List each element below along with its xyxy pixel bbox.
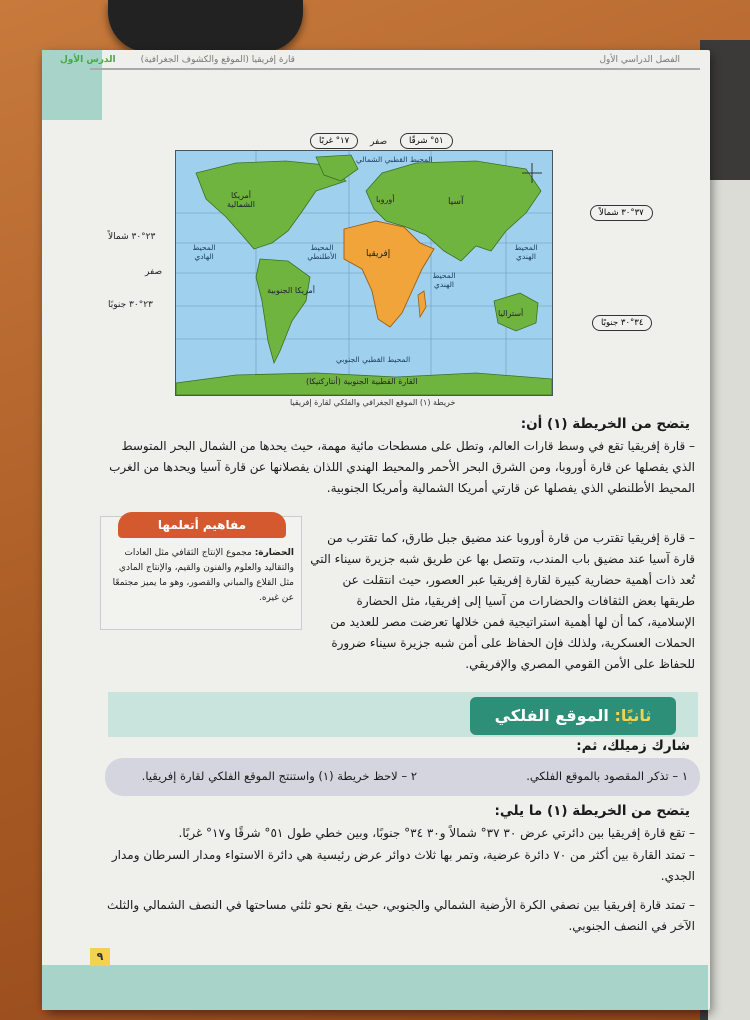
label-pacific-ocean: المحيط الهادي bbox=[192, 243, 216, 261]
map-caption: خريطة (١) الموقع الجغرافي والفلكي لقارة إفريقيا bbox=[290, 398, 456, 407]
header-unit-title: قارة إفريقيا (الموقع والكشوف الجغرافية) bbox=[140, 55, 295, 65]
section2-title-tab bbox=[470, 697, 676, 735]
latitude-tropic-capricorn-label: ٢٣°٣٠ جنوبًا bbox=[108, 300, 153, 310]
label-africa: إفريقيا bbox=[366, 249, 391, 259]
label-asia: آسيا bbox=[448, 197, 464, 207]
label-southern-ocean: المحيط القطبي الجنوبي bbox=[336, 355, 411, 364]
header-rule bbox=[90, 68, 700, 70]
page-number: ٩ bbox=[90, 948, 110, 966]
label-south-america: أمريكا الجنوبية bbox=[267, 286, 315, 295]
section2-title: الموقع الفلكي bbox=[494, 706, 609, 725]
section2-prefix: ثانيًا: bbox=[614, 706, 652, 725]
world-map bbox=[175, 150, 553, 396]
prime-meridian-label: صفر bbox=[370, 137, 388, 147]
latitude-tropic-cancer-label: ٢٣°٣٠ شمالاً bbox=[108, 232, 156, 242]
next-page-edge bbox=[708, 180, 750, 1020]
latitude-south-extreme-label: ٣٤°٣٠ جنوبًا bbox=[592, 315, 652, 331]
header-semester: الفصل الدراسي الأول bbox=[599, 55, 680, 65]
label-north-america: أمريكا الشمالية bbox=[227, 191, 255, 209]
label-indian-ocean: المحيط الهندي bbox=[432, 271, 456, 289]
concepts-definition: مجموع الإنتاج الثقافي مثل العادات والتقاليد والعلوم والفنون والقيم، والإنتاج المادي مثل القلاع والمباني والقصور، وهو ما يميز مجتمعًا عن غيره. bbox=[112, 548, 294, 603]
activity-task-2: ٢ – لاحظ خريطة (١) واستنتج الموقع الفلكي لقارة إفريقيا. bbox=[141, 769, 417, 783]
section2-bullet-2: – تمتد القارة بين أكثر من ٧٠ دائرة عرضية، وتمر بها ثلاث دوائر عرض رئيسية هي دائرة الاستواء ومدار السرطان ومدار الجدي. bbox=[111, 848, 695, 883]
equator-label: صفر bbox=[145, 267, 163, 277]
page-bottom-decoration bbox=[42, 965, 708, 1010]
concepts-term: الحضارة: bbox=[254, 548, 294, 558]
label-australia: أستراليا bbox=[498, 309, 524, 318]
section2-bullet-3: – تمتد قارة إفريقيا بين نصفي الكرة الأرضية الشمالي والجنوبي، حيث يقع نحو ثلثي مساحتها في النصف الشمالي والثلث الآخر في النصف الجنوبي. bbox=[106, 898, 695, 933]
concepts-box-title: مفاهيم أتعلمها bbox=[118, 512, 286, 538]
section1-heading: يتضح من الخريطة (١) أن: bbox=[520, 416, 690, 432]
header-lesson: الدرس الأول bbox=[60, 55, 116, 65]
section2-bullet-1: – تقع قارة إفريقيا بين دائرتي عرض ٣٠ ٣٧° شمالاً و٣٠ ٣٤° جنوبًا، وبين خطي طول ٥١° شرقًا و١٧° غربًا. bbox=[178, 826, 695, 840]
concepts-box-text bbox=[108, 546, 294, 606]
longitude-east-label: ٥١° شرقًا bbox=[400, 133, 453, 149]
activity-task-1: ١ – تذكر المقصود بالموقع الفلكي. bbox=[526, 769, 688, 783]
section2-heading: يتضح من الخريطة (١) ما يلي: bbox=[494, 803, 690, 819]
section1-paragraph-1: – قارة إفريقيا تقع في وسط قارات العالم، وتطل على مسطحات مائية مهمة، حيث يحدها من الشمال البحر المتوسط الذي يفصلها عن قارة أوروبا، ومن الشرق البحر الأحمر والمحيط الهندي اللذان يفصلانها عن قارة آسيا ويحدها من الغرب المحيط الأطلنطي الذي يفصلها عن قارتي أمريكا الشمالية وأمريكا الجنوبية. bbox=[109, 439, 695, 495]
page-header bbox=[50, 55, 690, 69]
label-atlantic-ocean: المحيط الأطلنطي bbox=[307, 243, 337, 261]
share-heading: شارك زميلك، ثم: bbox=[576, 738, 690, 754]
latitude-north-extreme-label: ٣٧°٣٠ شمالاً bbox=[590, 205, 653, 221]
label-europe: أوروبا bbox=[376, 195, 395, 204]
section1-paragraph-2: – قارة إفريقيا تقترب من قارة أوروبا عند مضيق جبل طارق، كما تقترب من قارة آسيا عند مضيق باب المندب، وتتصل بها عن طريق شبه جزيرة سيناء التي تُعد ذات أهمية حضارية كبيرة لقارة إفريقيا عبر العصور، حيث انتقلت عن طريقها بعض الثقافات والحضارات من آسيا إلى إفريقيا، مثل الحضارة الإسلامية، كما أن لها أهمية استراتيجية فمن خلالها تعرضت مصر للعديد من الحملات العسكرية، ولذلك فإن الحفاظ على أمن شبه جزيرة سيناء ضرورة للحفاظ على الأمن القومي المصري والإفريقي. bbox=[310, 531, 695, 671]
longitude-west-label: ١٧° غربًا bbox=[310, 133, 358, 149]
label-antarctica: القارة القطبية الجنوبية (أنتاركتيكا) bbox=[306, 377, 418, 386]
label-arctic-ocean: المحيط القطبي الشمالي bbox=[356, 155, 433, 164]
phone-object bbox=[108, 0, 303, 52]
label-indian-ocean-east: المحيط الهندي bbox=[514, 243, 538, 261]
